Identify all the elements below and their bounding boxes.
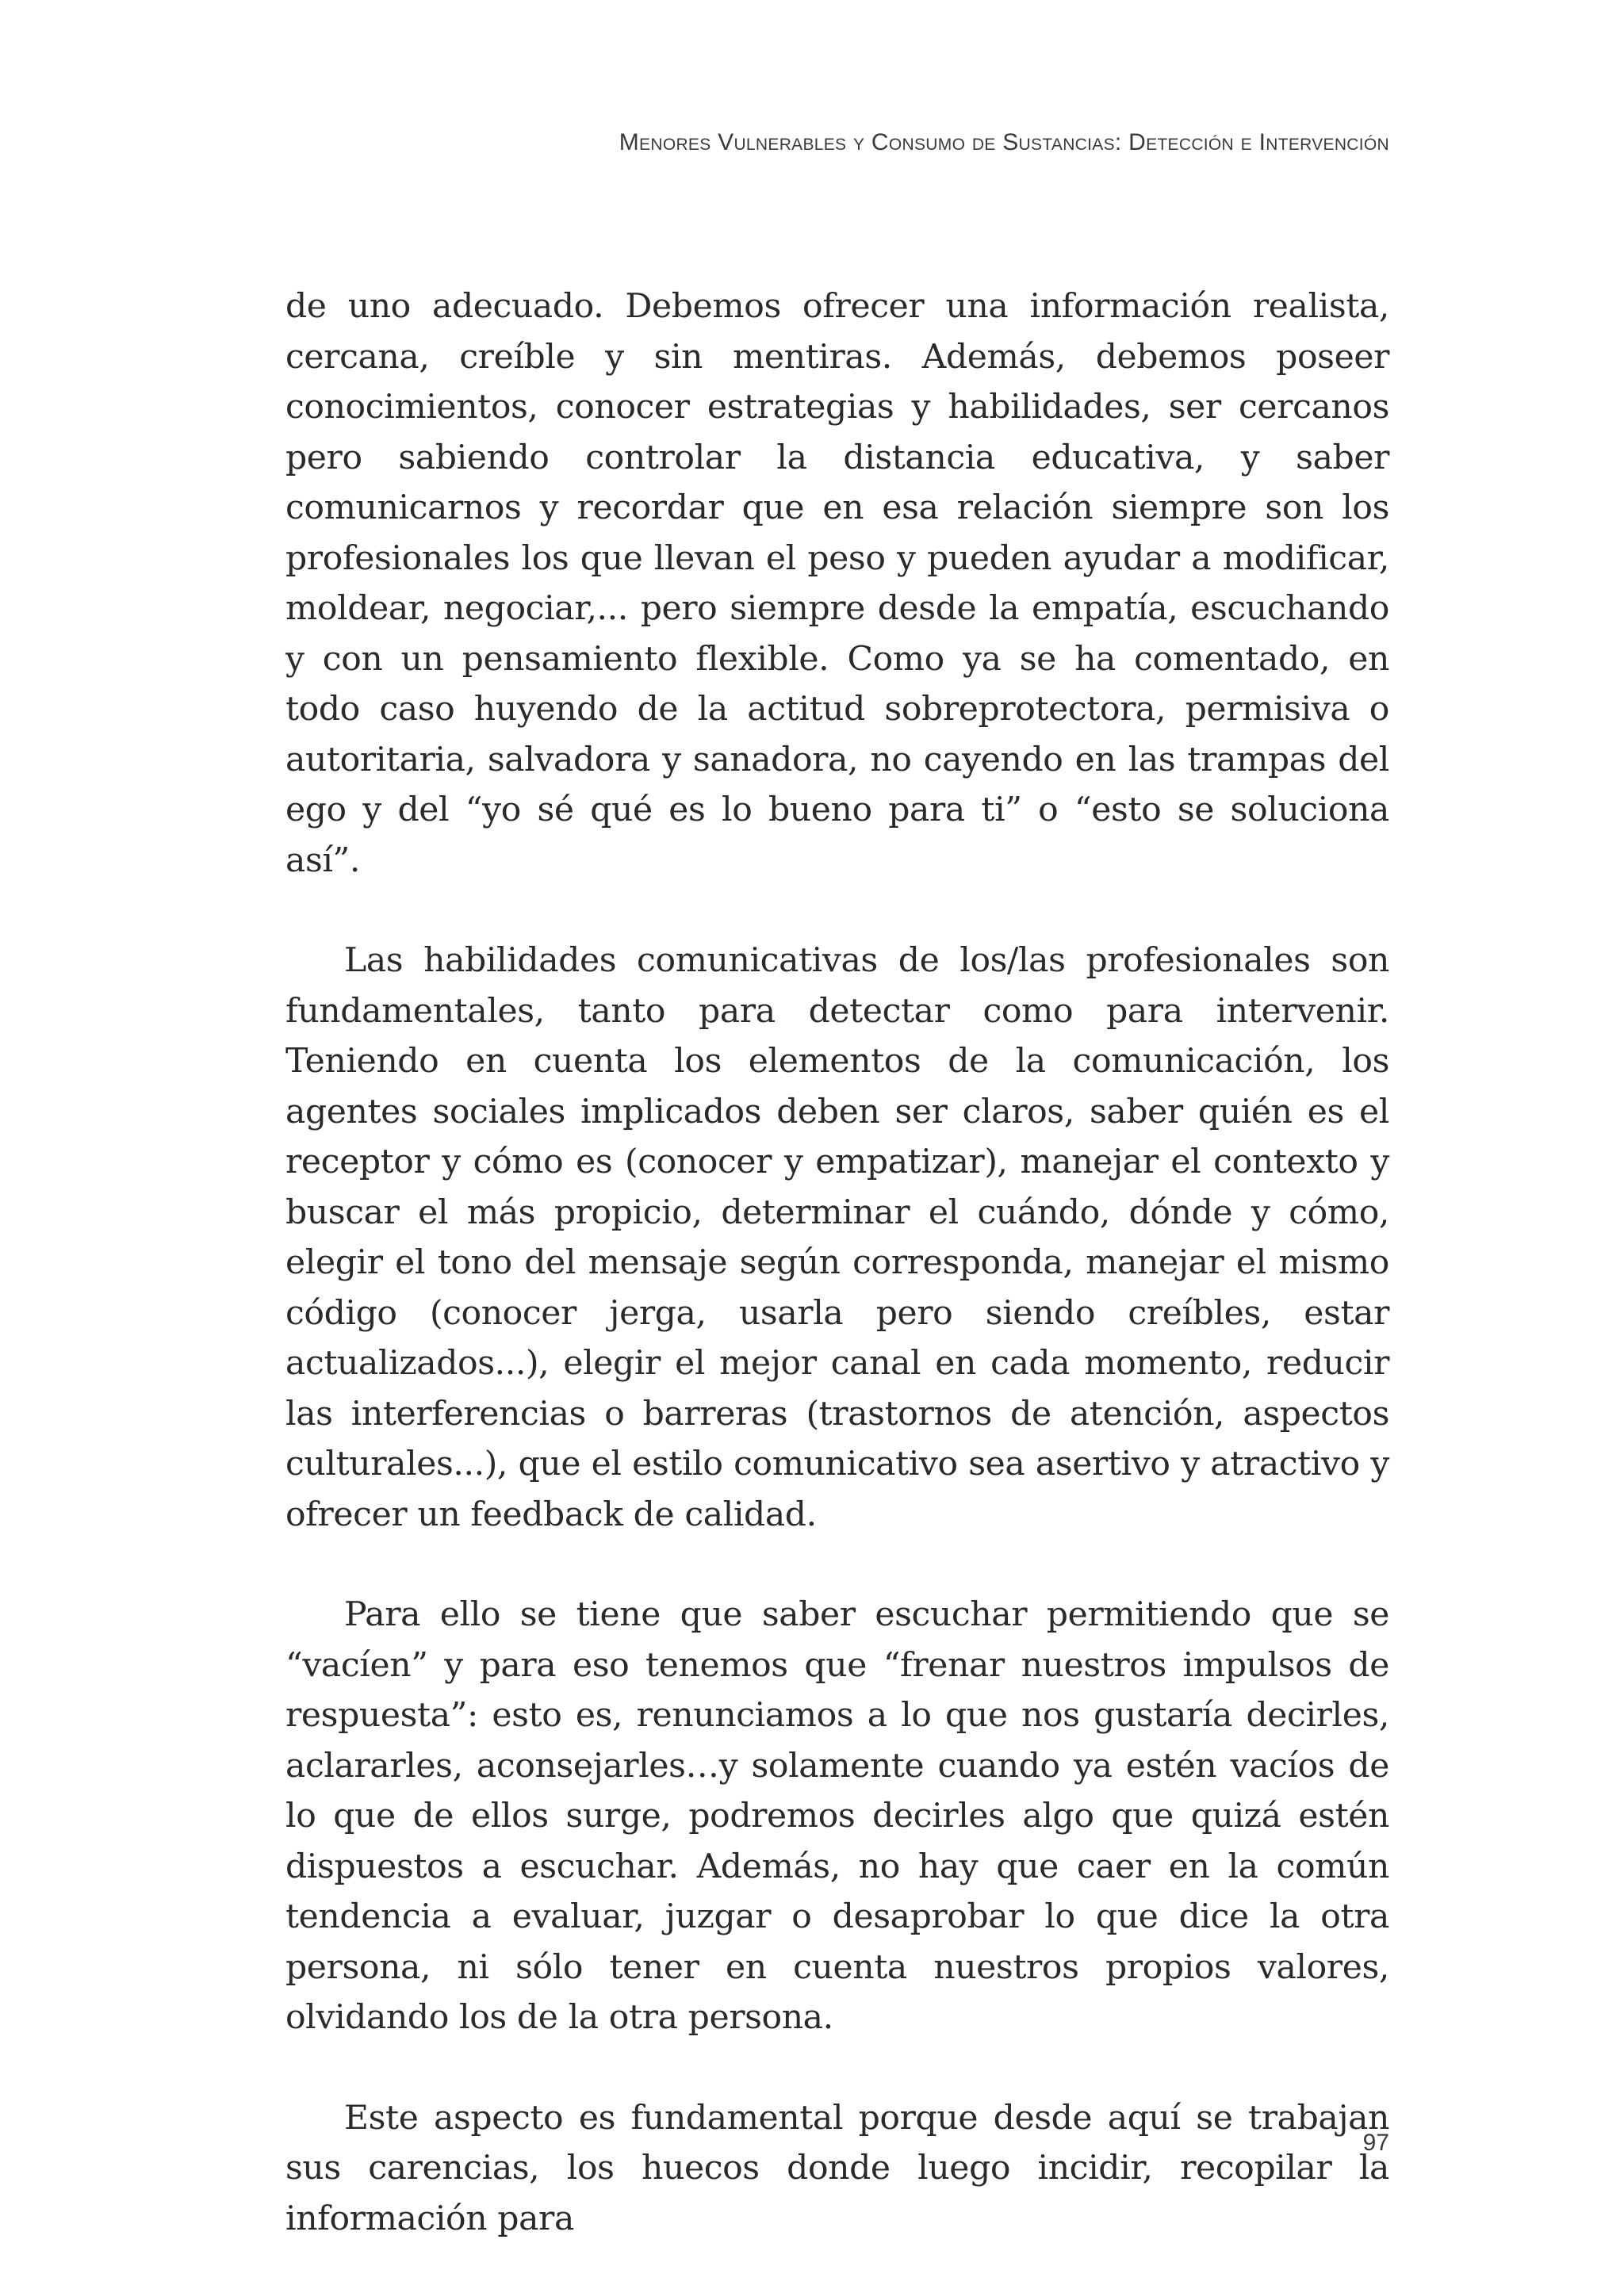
paragraph-3: Para ello se tiene que saber escuchar permitiendo que se “vacíen” y para eso tenemos que “frenar nuestros impulsos de respuesta”: esto es, renunciamos a lo que nos gustaría decirles, aclararles, aconsejarles…y solamente cuando ya estén vacíos de lo que de ellos surge, podremos decirles algo que quizá estén dispuestos a escuchar. Además, no hay que caer en la común tendencia a evaluar, juzgar o desaprobar lo que dice la otra persona, ni sólo tener en cuenta nuestros propios valores, olvidando los de la otra persona. — [285, 1595, 1389, 2037]
page-number: 97 — [1362, 2130, 1389, 2156]
paragraph-2: Las habilidades comunicativas de los/las profesionales son fundamentales, tanto para detectar como para intervenir. Teniendo en cuenta los elementos de la comunicación, los agentes sociales implicados deben ser claros, saber quién es el receptor y cómo es (conocer y empatizar), manejar el contexto y buscar el más propicio, determinar el cuándo, dónde y cómo, elegir el tono del mensaje según corresponda, manejar el mismo código (conocer jerga, usarla pero siendo creíbles, estar actualizados...), elegir el mejor canal en cada momento, reducir las interferencias o barreras (trastornos de atención, aspectos culturales...), que el estilo comunicativo sea asertivo y atractivo y ofrecer un feedback de calidad. — [285, 941, 1389, 1534]
running-header: Menores Vulnerables y Consumo de Sustancias: Detección e Intervención — [619, 129, 1389, 155]
paragraph-1: de uno adecuado. Debemos ofrecer una información realista, cercana, creíble y sin mentiras. Además, debemos poseer conocimientos, conocer estrategias y habilidades, ser cercanos pero sabiendo controlar la distancia educativa, y saber comunicarnos y recordar que en esa relación siempre son los profesionales los que llevan el peso y pueden ayudar a modificar, moldear, negociar,... pero siempre desde la empatía, escuchando y con un pensamiento flexible. Como ya se ha comentado, en todo caso huyendo de la actitud sobreprotectora, permisiva o autoritaria, salvadora y sanadora, no cayendo en las trampas del ego y del “yo sé qué es lo bueno para ti” o “esto se soluciona así”. — [285, 287, 1389, 880]
body-text — [285, 281, 1389, 2244]
paragraph-4: Este aspecto es fundamental porque desde aquí se trabajan sus carencias, los huecos donde luego incidir, recopilar la información para — [285, 2098, 1389, 2238]
